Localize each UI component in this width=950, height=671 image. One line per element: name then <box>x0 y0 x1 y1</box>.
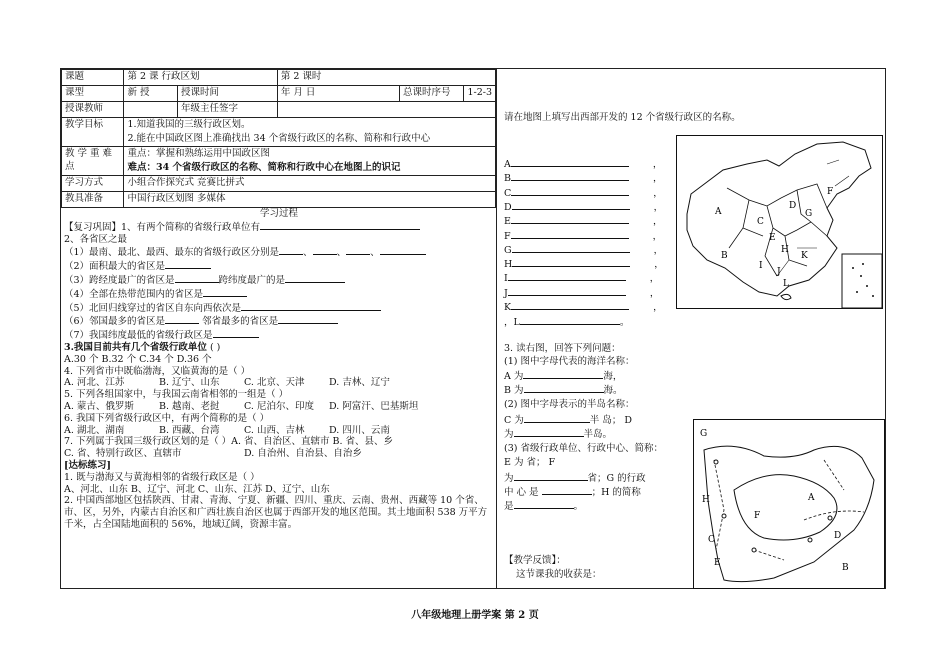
left-column <box>61 69 497 588</box>
center-line: 中 心 是 <box>504 487 539 498</box>
q6: 6. 我国下列省级行政区中，有两个简称的是（ ） <box>64 412 270 424</box>
label-goal: 教学目标 <box>62 118 124 147</box>
comma: ， <box>652 216 663 228</box>
comma: ， <box>652 173 663 185</box>
answer-blank[interactable] <box>524 383 604 393</box>
china-west-map <box>676 135 883 309</box>
director-value <box>277 102 495 118</box>
lesson-period: 第 2 课时 <box>277 70 495 86</box>
q2-3b: 跨纬度最广的是 <box>218 274 286 286</box>
map-label-b: B <box>842 563 849 573</box>
comma: ， <box>652 159 663 170</box>
bandao: 半 岛； D <box>589 415 632 426</box>
letter-row-j <box>504 286 659 300</box>
q6-c[interactable]: C. 山西、吉林 <box>244 424 305 436</box>
q7-c[interactable]: C. 省、特别行政区、直辖市 <box>64 448 182 460</box>
q7-d[interactable]: D. 自治州、自治县、自治乡 <box>244 448 362 460</box>
q5: 5. 下列各组国家中，与我国云南省相邻的一组是（ ） <box>64 389 289 401</box>
e-line: E 为 省； F <box>504 457 556 468</box>
letter-label: F <box>504 230 511 242</box>
a-prefix: A 为 <box>504 371 524 382</box>
q5-c[interactable]: C. 尼泊尔、印度 <box>244 400 314 412</box>
goal-1: 1.知道我国的三级行政区划。 <box>127 119 251 130</box>
practice-title: [达标练习] <box>64 459 111 471</box>
letter-row-h <box>504 257 664 271</box>
comma: ， <box>649 287 660 299</box>
answer-blank[interactable] <box>203 287 247 297</box>
map-label-c: C <box>708 535 715 545</box>
process-title: 学习过程 <box>259 208 298 219</box>
q4: 4. 下列省市中既临渤海，又临黄海的是（ ） <box>64 365 251 377</box>
letter-label: H <box>504 259 513 271</box>
practice-q1-options: A、河北、山东 B、辽宁、河北 C、山东、江苏 D、辽宁、山东 <box>64 483 330 495</box>
letter-row-i <box>504 271 659 285</box>
q6-a[interactable]: A. 湖北、湖南 <box>64 424 125 436</box>
answer-blank[interactable] <box>313 245 337 255</box>
difficulty: 难点：34 个省级行政区的名称、简称和行政中心在地图上的识记 <box>127 162 401 173</box>
map-question-intro: 请在地图上填写出西部开发的 12 个省级行政区的名称。 <box>504 112 741 123</box>
letter-row-f <box>504 229 662 243</box>
letter-row-d <box>504 200 663 214</box>
answer-blank[interactable] <box>512 243 630 253</box>
q2-title: 2、各省区之最 <box>64 233 128 245</box>
map-label-f: F <box>827 187 834 197</box>
hai: 海， <box>603 371 623 382</box>
label-method: 学习方式 <box>62 176 124 192</box>
label-seq: 总课时序号 <box>400 86 464 102</box>
b-prefix: B 为 <box>504 385 524 396</box>
map-label-d: D <box>834 531 842 541</box>
label-keypoints: 教 学 重 难 点 <box>62 147 124 176</box>
letter-label: B <box>504 173 511 185</box>
f-prefix: 为 <box>504 473 514 484</box>
answer-blank[interactable] <box>508 286 626 296</box>
label-tools: 教具准备 <box>62 192 124 208</box>
letter-label: K <box>504 302 512 313</box>
page-footer: 八年级地理上册学案 第 2 页 <box>411 610 539 621</box>
label-teacher: 授课教师 <box>62 102 124 118</box>
q2-6b: 邻省最多的省区是 <box>202 316 279 328</box>
lesson-seq: 1-2-3 <box>464 86 496 102</box>
letter-label: D <box>504 201 512 213</box>
choice-paren[interactable]: ( ) <box>209 341 221 353</box>
lesson-type: 新 授 <box>124 86 178 102</box>
comma: ， <box>652 230 663 242</box>
letter-label: J <box>504 287 508 299</box>
practice-q2: 2. 中国西部地区包括陕西、甘肃、青海、宁夏、新疆、四川、重庆、云南、贵州、西藏等 10 个省、市、区，另外，内蒙古自治区和广西壮族自治区也属于西部开发的地区范围。其土地面积 538 万平方千米，占全国陆地面积的 56%，地域辽阔，资源丰富。 <box>64 495 488 530</box>
d-prefix: 为 <box>504 429 514 440</box>
map-shape <box>677 136 882 308</box>
keypoints <box>124 147 496 176</box>
map-label-g: G <box>700 429 708 439</box>
map-label-f: F <box>754 511 761 521</box>
answer-blank[interactable] <box>279 245 303 255</box>
answer-blank[interactable] <box>511 157 629 167</box>
label-lesson: 课题 <box>62 70 124 86</box>
learning-process: 学习过程 【复习巩固】1、有两个简称的省级行政单位有 2、各省区之最 （1）最南、最北、最西、最东的省级行政区分别是 、 、 、 （2）面积最大的省区是 （3）跨经度最广的省区是 跨纬度最广的是 （4）全部在热带范围内的省区是 （5）北回归线穿过的省区自东向西依次是 （6）邻国最多的省区是 邻省最多的省区是 （7）我国纬度最低的省级行政区是 3.我国目前共有几个省级行政单位 ( ) A.30 个 B.32 个 C.34 个 D.36 个 4. 下列省市中既临渤海，又临黄海的是（ ） A. 河北、江苏 B. 辽宁、山东 C. 北京、天津 D. 吉林、辽宁 5. 下列各组国家中，与我国云南省相邻的一组是（ ） A. 蒙古、俄罗斯 B. 越南、老挝 C. 尼泊尔、印度 D. 阿富汗、巴基斯坦 6. 我国下列省级行政区中，有两个简称的是（ ） A. 湖北、湖南 B. 西藏、台湾 C. 山西、吉林 D. 四川、云南 7. 下列属于我国三级行政区划的是（ ）A. 省、自治区、直辖市 B. 省、县、乡 C. 省、特别行政区、直辖市 D. 自治州、自治县、自治乡 [达标练习] 1. 既与渤海又与黄海相邻的省级行政区是（ ） A、河北、山东 B、辽宁、河北 C、山东、江苏 D、辽宁、山东 2. 中国西部地区包括陕西、甘肃、青海、宁夏、新疆、四川、重庆、云南、贵州、西藏等 10 个省、市、区，另外，内蒙古自治区和广西壮族自治区也属于西部开发的地区范围。其土地面积 538 万平方千米，占全国陆地面积的 56%，地域辽阔，资源丰富。 <box>61 208 497 531</box>
q3-title: 3. 读右图，回答下列问题： <box>504 343 621 354</box>
answer-blank[interactable] <box>260 220 420 230</box>
q2-5: （5）北回归线穿过的省区自东向西依次是 <box>64 302 242 314</box>
map-label-j: J <box>777 267 781 277</box>
goal-2: 2.能在中国政区图上准确找出 34 个省级行政区的名称、简称和行政中心 <box>127 133 431 144</box>
answer-blank[interactable] <box>511 214 629 224</box>
answer-blank[interactable] <box>380 245 426 255</box>
label-type: 课型 <box>62 86 124 102</box>
q5-b[interactable]: B. 越南、老挝 <box>159 400 220 412</box>
map-label-k: K <box>801 251 808 261</box>
label-director: 年级主任签字 <box>177 102 277 118</box>
q7: 7. 下列属于我国三级行政区划的是（ ）A. 省、自治区、直辖市 B. 省、县、乡 <box>64 436 394 448</box>
lesson-date: 年 月 日 <box>277 86 399 102</box>
lesson-title: 第 2 课 行政区划 <box>124 70 277 86</box>
q3-options: A.30 个 B.32 个 C.34 个 D.36 个 <box>64 353 212 365</box>
map-label-e: E <box>714 558 721 568</box>
map-label-i: I <box>759 261 763 271</box>
answer-blank[interactable] <box>514 427 584 437</box>
answer-blank[interactable] <box>508 271 626 281</box>
comma: ， <box>653 302 663 313</box>
q3-1: (1) 图中字母代表的海洋名称： <box>504 356 635 367</box>
method: 小组合作探究式 竞赛比拼式 <box>124 176 496 192</box>
q4-d[interactable]: D. 吉林、辽宁 <box>329 377 390 389</box>
teacher-value <box>124 102 178 118</box>
answer-blank[interactable] <box>514 499 574 509</box>
comma: ， <box>653 244 664 256</box>
q2-3: （3）跨经度最广的省区是 <box>64 274 175 286</box>
practice-q1: 1. 既与渤海又与黄海相邻的省级行政区是（ ） <box>64 471 260 483</box>
q5-d[interactable]: D. 阿富汗、巴基斯坦 <box>329 400 419 412</box>
comma: ， <box>649 273 660 285</box>
q3: 3.我国目前共有几个省级行政单位 <box>64 341 207 353</box>
q2-1: （1）最南、最北、最西、最东的省级行政区分别是 <box>64 247 280 259</box>
answer-blank[interactable] <box>520 315 620 325</box>
answer-blank[interactable] <box>165 314 199 324</box>
answer-blank[interactable] <box>512 257 630 267</box>
q2-7: （7）我国纬度最低的省级行政区是 <box>64 330 213 342</box>
letter-label: E <box>504 216 511 228</box>
map-label-b: B <box>721 251 728 261</box>
answer-blank[interactable] <box>285 273 345 283</box>
map-label-h: H <box>702 495 710 505</box>
answer-blank[interactable] <box>511 229 629 239</box>
worksheet-frame <box>60 68 886 589</box>
letter-label: I <box>504 273 508 285</box>
letter-row-g <box>504 243 663 257</box>
q4-a[interactable]: A. 河北、江苏 <box>64 377 125 389</box>
letter-label: C <box>504 187 512 199</box>
map-label-g: G <box>805 209 813 219</box>
comma: ， <box>654 259 664 271</box>
answer-blank[interactable] <box>524 413 590 423</box>
q2-4: （4）全部在热带范围内的省区是 <box>64 288 204 300</box>
comma: ， <box>653 187 663 199</box>
map-label-a: A <box>715 207 722 217</box>
q3-2: (2) 图中字母表示的半岛名称： <box>504 399 635 410</box>
bohai-region-map <box>693 419 885 589</box>
map-label-d: D <box>789 201 797 211</box>
q6-d[interactable]: D. 四川、云南 <box>329 424 390 436</box>
goals <box>124 118 496 147</box>
hai-end: 海。 <box>603 385 623 396</box>
q4-b[interactable]: B. 辽宁、山东 <box>159 377 220 389</box>
answer-blank[interactable] <box>241 301 381 311</box>
q2-6: （6）邻国最多的省区是 <box>64 316 166 328</box>
answer-blank[interactable] <box>542 485 592 495</box>
q3-3: (3) 省级行政单位、行政中心、简称： <box>504 443 663 454</box>
answer-blank[interactable] <box>511 171 629 181</box>
q4-c[interactable]: C. 北京、天津 <box>244 377 305 389</box>
bandao-end: 半岛。 <box>583 429 613 440</box>
letter-label: A <box>504 159 511 170</box>
answer-blank[interactable] <box>514 471 588 481</box>
lastline-prefix: ，L <box>504 317 520 328</box>
answer-blank[interactable] <box>165 259 211 269</box>
review-q1: 【复习巩固】1、有两个简称的省级行政单位有 <box>64 221 261 233</box>
answer-blank[interactable] <box>523 369 603 379</box>
q2-2: （2）面积最大的省区是 <box>64 261 166 273</box>
map-label-e: E <box>769 233 776 243</box>
letter-row-k <box>504 300 663 314</box>
answer-blank[interactable] <box>511 186 629 196</box>
answer-blank[interactable] <box>346 245 370 255</box>
answer-blank[interactable] <box>512 200 630 210</box>
map-label-h: H <box>781 245 789 255</box>
right-column: 请在地图上填写出西部开发的 12 个省级行政区的名称。 A ， B ， C ， D ， E ， F ， G ， H ， I ， J ， K ， ，L 。 A B C D E F G H I J K L 3. 读右图，回答下列问题： (1) 图中字母代表的海洋名称： A 为 海， B 为 海。 (2) 图中字母表示的半岛名称： C 为 半 岛； D 为 半岛。 (3) 省级行政单位、行政中心、简称： E 为 省； F 为 省；G 的行政 中 心 是 ；H 的简称 是 。 A B C D E F G H 【教学反馈】： 这节课我的收获是： <box>498 69 887 588</box>
comma: ， <box>653 201 664 213</box>
map-label-c: C <box>757 217 764 227</box>
map-shape <box>694 420 884 588</box>
shi: 是 <box>504 501 514 512</box>
tools: 中国行政区划图 多媒体 <box>124 192 496 208</box>
key-point: 重点：掌握和熟练运用中国政区图 <box>127 148 270 159</box>
q6-b[interactable]: B. 西藏、台湾 <box>159 424 220 436</box>
q5-a[interactable]: A. 蒙古、俄罗斯 <box>64 400 134 412</box>
answer-blank[interactable] <box>213 328 259 338</box>
h-mid: ；H 的简称 <box>591 487 641 498</box>
map-label-l: L <box>783 279 789 289</box>
map-label-a: A <box>808 493 815 503</box>
answer-blank[interactable] <box>175 273 219 283</box>
letter-row-c <box>504 186 663 200</box>
lesson-header-table <box>61 69 496 208</box>
feedback-title: 【教学反馈】： <box>504 555 566 566</box>
label-time: 授课时间 <box>177 86 277 102</box>
letter-row-b <box>504 171 663 185</box>
c-prefix: C 为 <box>504 415 524 426</box>
letter-label: G <box>504 244 512 256</box>
feedback-line: 这节课我的收获是： <box>516 569 602 580</box>
g-suffix: 省；G 的行政 <box>587 473 646 484</box>
answer-blank[interactable] <box>511 300 629 310</box>
letter-row-a <box>504 157 662 171</box>
answer-blank[interactable] <box>278 314 338 324</box>
letter-row-e <box>504 214 662 228</box>
